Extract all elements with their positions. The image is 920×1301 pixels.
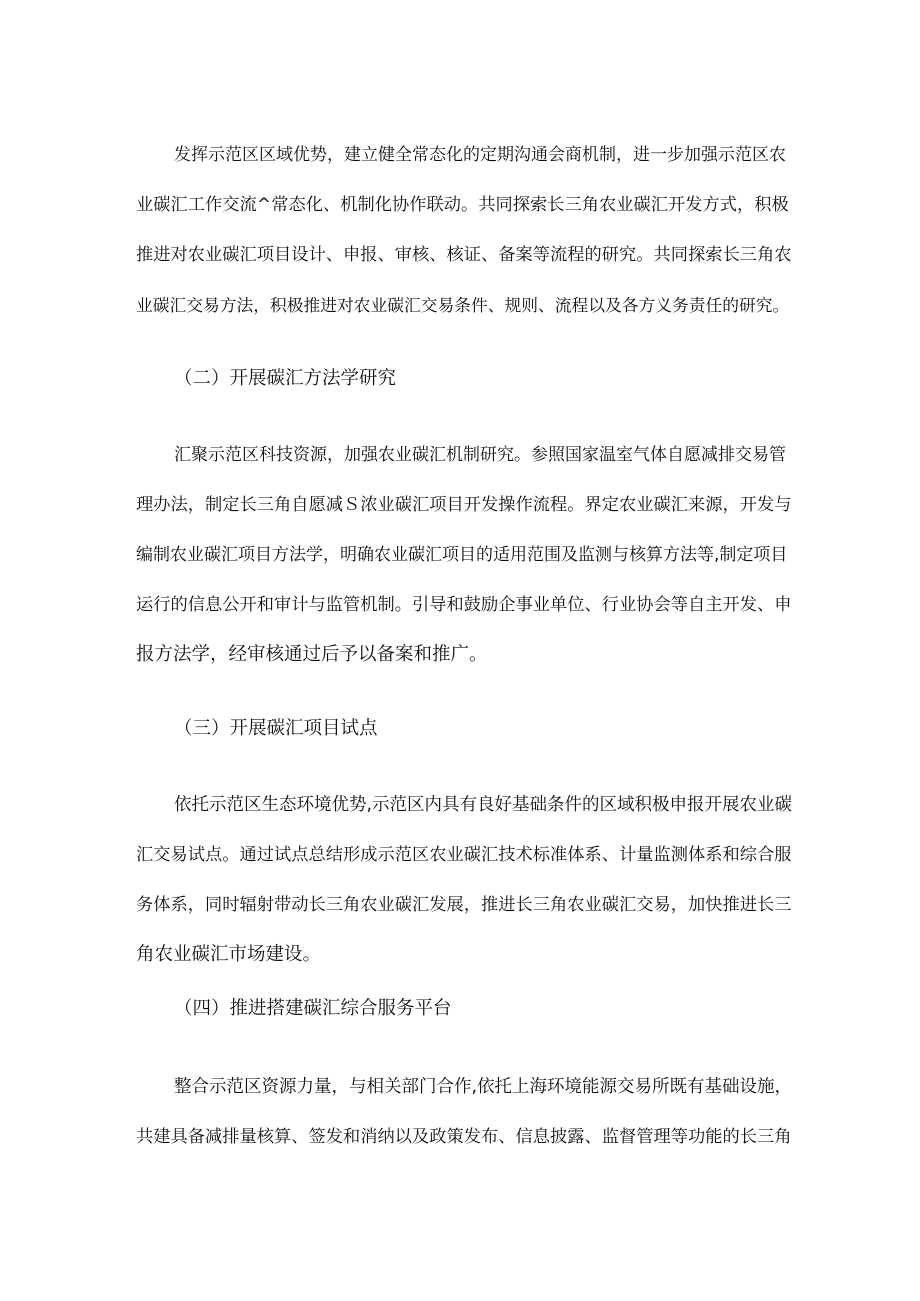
- section-heading: （二）开展碳汇方法学研究: [174, 368, 397, 389]
- paragraph-line: 角农业碳汇市场建设。: [136, 944, 322, 965]
- paragraph-line: 依托示范区生态环境优势,示范区内具有良好基础条件的区域积极申报开展农业碳: [174, 795, 793, 815]
- paragraph-line: 运行的信息公开和审计与监管机制。引导和鼓励企事业单位、行业协会等自主开发、申: [136, 595, 792, 615]
- paragraph-line: 汇聚示范区科技资源，加强农业碳汇机制研究。参照国家温室气体自愿减排交易管: [174, 445, 786, 465]
- paragraph-line: 业碳汇交易方法，积极推进对农业碳汇交易条件、规则、流程以及各方义务责任的研究。: [136, 295, 790, 315]
- paragraph-line: 报方法学，经审核通过后予以备案和推广。: [136, 644, 488, 665]
- paragraph-line: 业碳汇工作交流^常态化、机制化协作联动。共同探索长三角农业碳汇开发方式，积极: [136, 195, 789, 215]
- paragraph-line: 编制农业碳汇项目方法学，明确农业碳汇项目的适用范围及监测与核算方法等,制定项目: [136, 545, 788, 565]
- paragraph-line: 汇交易试点。通过试点总结形成示范区农业碳汇技术标准体系、计量监测体系和综合服: [136, 845, 792, 865]
- section-heading: （四）推进搭建碳汇综合服务平台: [174, 998, 452, 1019]
- paragraph-line: 共建具备减排量核算、签发和消纳以及政策发布、信息披露、监督管理等功能的长三角: [136, 1127, 792, 1147]
- paragraph-line: 发挥示范区区域优势，建立健全常态化的定期沟通会商机制，进一步加强示范区农: [174, 145, 786, 165]
- paragraph-line: 推进对农业碳汇项目设计、申报、审核、核证、备案等流程的研究。共同探索长三角农: [136, 245, 792, 265]
- paragraph-line: 整合示范区资源力量，与相关部门合作,依托上海环境能源交易所既有基础设施，: [174, 1077, 793, 1097]
- paragraph-line: 务体系，同时辐射带动长三角农业碳汇发展，推进长三角农业碳汇交易，加快推进长三: [136, 895, 792, 915]
- section-heading: （三）开展碳汇项目试点: [174, 718, 378, 739]
- paragraph-line: 理办法，制定长三角自愿减Ｓ浓业碳汇项目开发操作流程。界定农业碳汇来源，开发与: [136, 495, 792, 515]
